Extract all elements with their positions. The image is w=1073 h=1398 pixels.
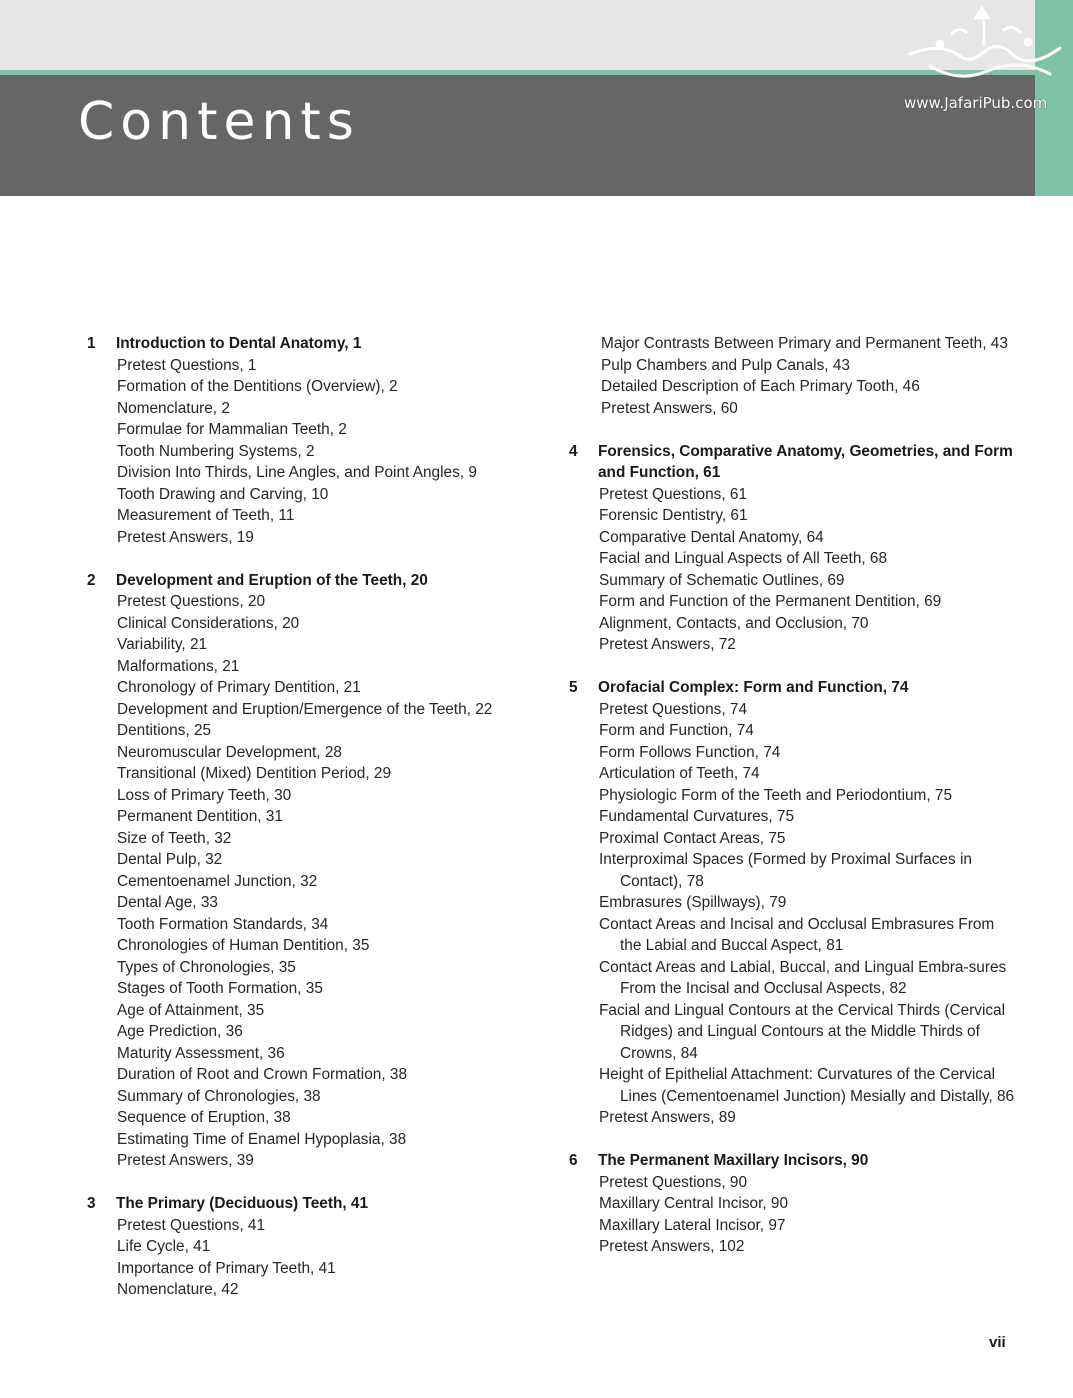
toc-entry: Loss of Primary Teeth, 30 [117, 786, 292, 804]
toc-entry: Form and Function, 74 [599, 722, 754, 739]
toc-entry: Age of Attainment, 35 [117, 1001, 265, 1019]
watermark [900, 4, 1072, 112]
toc-left-column [87, 333, 537, 1322]
toc-entry: Estimating Time of Enamel Hypoplasia, 38 [117, 1130, 407, 1148]
toc-entry: Tooth Numbering Systems, 2 [117, 442, 315, 460]
toc-entry: Facial and Lingual Contours at the Cervical Thirds (Cervical Ridges) and Lingual Contours at the Middle Thirds of Crowns, 84 [599, 1001, 1006, 1062]
toc-entry: Age Prediction, 36 [117, 1023, 243, 1040]
toc-entry: Pretest Answers, 89 [599, 1109, 736, 1126]
toc-entry: Duration of Root and Crown Formation, 38 [117, 1066, 408, 1083]
toc-entry: Form Follows Function, 74 [599, 743, 781, 761]
chapter-title: Introduction to Dental Anatomy, 1 [116, 335, 362, 352]
toc-entry: Interproximal Spaces (Formed by Proximal Surfaces in Contact), 78 [599, 851, 972, 890]
toc-entry: Clinical Considerations, 20 [117, 614, 300, 632]
toc-chapter-continued [569, 333, 1019, 419]
chapter-number: 3 [87, 1195, 96, 1212]
chapter-title: Development and Eruption of the Teeth, 20 [116, 571, 428, 589]
toc-entry: Dental Pulp, 32 [117, 851, 223, 868]
toc-entry: Pretest Answers, 60 [601, 399, 738, 417]
toc-entry: Embrasures (Spillways), 79 [599, 894, 787, 911]
toc-entry: Fundamental Curvatures, 75 [599, 808, 795, 825]
chapter-number: 6 [569, 1152, 578, 1169]
chapter-number: 4 [569, 442, 578, 460]
toc-entry: Pretest Questions, 61 [599, 485, 747, 503]
toc-entry: Contact Areas and Labial, Buccal, and Lingual Embra-sures From the Incisal and Occlusal Aspects, 82 [599, 958, 1007, 997]
toc-entry: Pretest Answers, 19 [117, 528, 254, 546]
toc-entry: Transitional (Mixed) Dentition Period, 29 [117, 765, 392, 782]
toc-entry: Articulation of Teeth, 74 [599, 765, 760, 782]
top-band [0, 0, 1035, 70]
toc-entry: Pretest Answers, 102 [599, 1238, 745, 1255]
toc-chapter [87, 570, 537, 1172]
toc-entry: Height of Epithelial Attachment: Curvatures of the Cervical Lines (Cementoenamel Junction) Mesially and Distally, 86 [599, 1066, 1015, 1105]
toc-entry: Neuromuscular Development, 28 [117, 743, 342, 761]
toc-entry: Formulae for Mammalian Teeth, 2 [117, 421, 347, 438]
page-title: Contents [78, 92, 360, 152]
toc-entry: Cementoenamel Junction, 32 [117, 872, 318, 890]
toc-entry: Size of Teeth, 32 [117, 829, 232, 847]
toc-entry: Sequence of Eruption, 38 [117, 1109, 291, 1126]
toc-chapter [87, 1193, 537, 1301]
toc-entry: Dental Age, 33 [117, 894, 218, 911]
toc-entry: Pretest Questions, 20 [117, 593, 265, 610]
toc-entry: Major Contrasts Between Primary and Permanent Teeth, 43 [601, 335, 1008, 352]
chapter-title: Orofacial Complex: Form and Function, 74 [598, 679, 909, 696]
toc-entry: Measurement of Teeth, 11 [117, 507, 295, 524]
toc-entry: Permanent Dentition, 31 [117, 808, 283, 825]
toc-entry: Physiologic Form of the Teeth and Periodontium, 75 [599, 786, 953, 804]
toc-entry: Form and Function of the Permanent Dentition, 69 [599, 593, 942, 610]
toc-entry: Pretest Questions, 41 [117, 1216, 265, 1234]
toc-entry: Formation of the Dentitions (Overview), 2 [117, 378, 398, 395]
toc-entry: Summary of Schematic Outlines, 69 [599, 571, 845, 589]
chapter-heading [87, 1193, 537, 1215]
chapter-number: 1 [87, 335, 96, 352]
toc-entry: Importance of Primary Teeth, 41 [117, 1259, 336, 1277]
toc-entry: Forensic Dentistry, 61 [599, 507, 748, 524]
chapter-number: 5 [569, 679, 578, 696]
toc-entry: Facial and Lingual Aspects of All Teeth, 68 [599, 550, 888, 567]
toc-entry: Pretest Questions, 1 [117, 356, 257, 374]
chapter-heading [569, 677, 1019, 699]
watermark-text: www.JafariPub.com [904, 94, 1048, 112]
toc-entry: Tooth Formation Standards, 34 [117, 915, 329, 933]
toc-entry: Maxillary Central Incisor, 90 [599, 1195, 789, 1212]
toc-chapter [569, 677, 1019, 1129]
toc-entry: Alignment, Contacts, and Occlusion, 70 [599, 614, 869, 632]
chapter-number: 2 [87, 571, 96, 589]
watermark-logo-icon [900, 4, 1072, 94]
chapter-title: The Primary (Deciduous) Teeth, 41 [116, 1195, 369, 1212]
toc-right-column [569, 333, 1019, 1279]
toc-entry: Chronology of Primary Dentition, 21 [117, 679, 361, 696]
chapter-title: Forensics, Comparative Anatomy, Geometries, and Form and Function, 61 [598, 442, 1013, 481]
toc-entry: Proximal Contact Areas, 75 [599, 829, 786, 847]
page-number: vii [989, 1334, 1006, 1351]
toc-entry: Maturity Assessment, 36 [117, 1044, 285, 1062]
toc-entry: Variability, 21 [117, 636, 208, 653]
toc-entry: Pretest Questions, 74 [599, 700, 747, 718]
chapter-heading [569, 1150, 1019, 1172]
toc-chapter [569, 441, 1019, 656]
toc-entry: Division Into Thirds, Line Angles, and Point Angles, 9 [117, 464, 477, 481]
toc-entry: Malformations, 21 [117, 657, 240, 675]
chapter-heading [87, 333, 537, 355]
toc-entry: Chronologies of Human Dentition, 35 [117, 937, 370, 954]
toc-entry: Types of Chronologies, 35 [117, 958, 296, 976]
toc-entry: Pretest Answers, 39 [117, 1152, 254, 1169]
toc-entry: Development and Eruption/Emergence of the Teeth, 22 [117, 700, 493, 718]
toc-entry: Stages of Tooth Formation, 35 [117, 980, 323, 997]
toc-entry: Life Cycle, 41 [117, 1238, 211, 1255]
toc-entry: Detailed Description of Each Primary Tooth, 46 [601, 378, 920, 395]
toc-entry: Pulp Chambers and Pulp Canals, 43 [601, 356, 850, 374]
chapter-title: The Permanent Maxillary Incisors, 90 [598, 1152, 869, 1169]
toc-chapter [569, 1150, 1019, 1258]
toc-entry: Pretest Answers, 72 [599, 636, 736, 653]
chapter-heading [569, 441, 1019, 484]
toc-entry: Tooth Drawing and Carving, 10 [117, 485, 329, 503]
toc-entry: Pretest Questions, 90 [599, 1173, 747, 1191]
toc-entry: Contact Areas and Incisal and Occlusal Embrasures From the Labial and Buccal Aspect, 81 [599, 915, 995, 954]
toc-entry: Summary of Chronologies, 38 [117, 1087, 321, 1105]
toc-entry: Comparative Dental Anatomy, 64 [599, 528, 824, 546]
toc-entry: Dentitions, 25 [117, 722, 212, 739]
toc-entry: Nomenclature, 42 [117, 1281, 239, 1298]
toc-entry: Maxillary Lateral Incisor, 97 [599, 1216, 786, 1234]
chapter-heading [87, 570, 537, 592]
toc-chapter [87, 333, 537, 548]
toc-entry: Nomenclature, 2 [117, 399, 230, 417]
